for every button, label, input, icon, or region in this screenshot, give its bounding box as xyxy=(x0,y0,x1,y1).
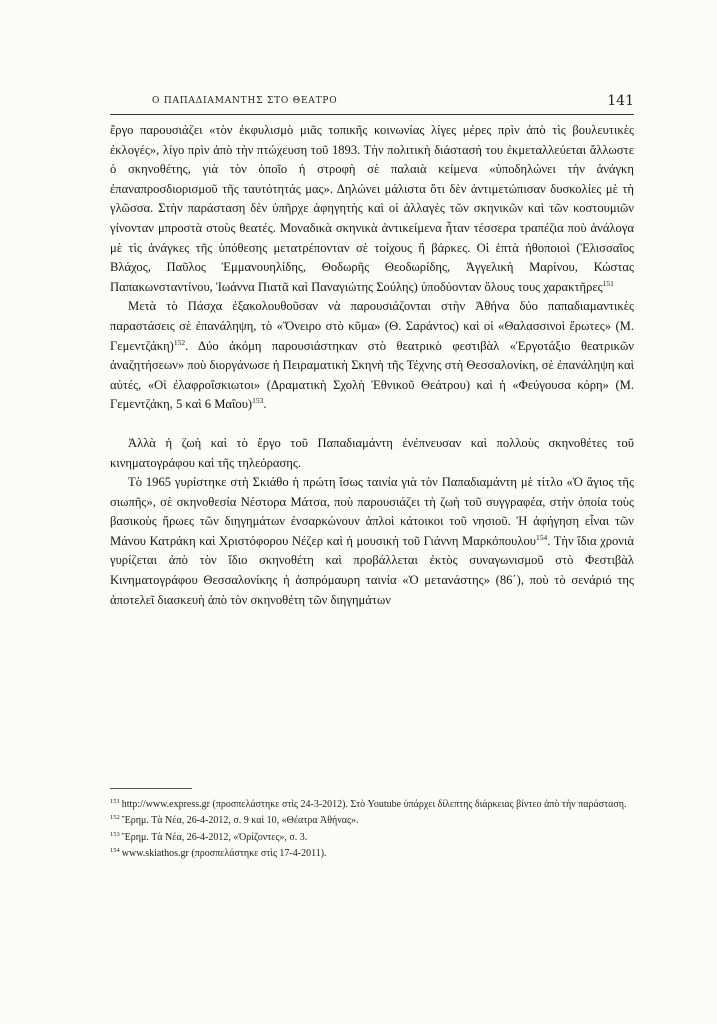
footnote-text: www.skiathos.gr (προσπελάστηκε στὶς 17-4-2011). xyxy=(121,848,327,860)
paragraph-text: Μετὰ τὸ Πάσχα ἐξακολουθοῦσαν νὰ παρουσιάζονται στὴν Ἀθήνα δύο παπαδιαμαντικὲς παραστάσεις σὲ ἐπανάληψη, τὸ «Ὄνειρο στὸ κῦμα» (Θ. Σαράντος) καὶ οἱ «Θαλασσινοὶ ἔρωτες» (Μ. Γεμεντζάκη) xyxy=(110,299,634,353)
running-title: Ο ΠΑΠΑΔΙΑΜΑΝΤΗΣ ΣΤΟ ΘΕΑΤΡΟ xyxy=(152,96,338,106)
footnote-ref: 152 xyxy=(173,337,186,347)
page-number: 141 xyxy=(607,93,634,109)
footnote-ref: 154 xyxy=(536,532,548,542)
footnote xyxy=(110,813,634,828)
footnote-rule xyxy=(110,788,192,789)
running-header xyxy=(110,95,634,113)
footnote-ref: 151 xyxy=(602,278,614,288)
footnote xyxy=(110,797,634,812)
footnote xyxy=(110,846,634,861)
paragraph xyxy=(110,297,634,415)
footnote xyxy=(110,830,634,845)
footnote-text: Ἔρημ. Τὰ Νέα, 26-4-2012, σ. 9 καὶ 10, «Θέατρα Ἀθήνας». xyxy=(121,815,359,827)
body-text xyxy=(110,121,634,610)
paragraph xyxy=(110,473,634,610)
paragraph xyxy=(110,121,634,297)
footnote-number: 152 xyxy=(110,814,120,822)
paragraph-text: . xyxy=(263,397,267,412)
footnote-text: Ἔρημ. Τὰ Νέα, 26-4-2012, «Ὀρίζοντες», σ. 3. xyxy=(121,831,308,843)
footnote-number: 153 xyxy=(110,830,120,838)
footnote-ref: 153 xyxy=(252,396,264,406)
paragraph xyxy=(110,434,634,473)
paragraph-text: . Δύο ἀκόμη παρουσιάστηκαν στὸ θεατρικὸ φεστιβὰλ «Ἐργοτάξιο θεατρικῶν ἀναζητήσεων» ποὺ διοργάνωσε ἡ Πειραματικὴ Σκηνὴ τῆς Τέχνης στὴ Θεσσαλονίκη, σὲ ἐπανάληψη καὶ αὐτές, «Οἱ ἐλαφροΐσκιωτοι» (Δραματικὴ Σχολὴ Ἐθνικοῦ Θεάτρου) καὶ ἡ «Φεύγουσα κόρη» (Μ. Γεμεντζάκη, 5 καὶ 6 Μαΐου) xyxy=(110,338,634,412)
paragraph-text: Ἀλλὰ ἡ ζωὴ καὶ τὸ ἔργο τοῦ Παπαδιαμάντη ἐνέπνευσαν καὶ πολλοὺς σκηνοθέτες τοῦ κινηματογράφου καὶ τῆς τηλεόρασης. xyxy=(110,435,634,470)
footnotes xyxy=(110,797,634,863)
paragraph-text: ἔργο παρουσιάζει «τὸν ἐκφυλισμὸ μιᾶς τοπικῆς κοινωνίας λίγες μέρες πρὶν ἀπὸ τὶς βουλευτικὲς ἐκλογές», λίγο πρὶν ἀπὸ τὴν πτώχευση τοῦ 1893. Τὴν πολιτικὴ διάστασή του ἐκμεταλλεύεται ἄλλωστε ὁ σκηνοθέτης, γιὰ τὸν ὁποῖο ἡ στροφὴ σὲ παλαιὰ κείμενα «ὑποδηλώνει τὴν ἀνάγκη ἐπαναπροσδιορισμοῦ τῆς ταυτότητάς μας». Δηλώνει μάλιστα ὅτι δὲν ἀντιμετώπισαν δυσκολίες μὲ τὴ γλῶσσα. Στὴν παράσταση δὲν ὑπῆρχε ἀφηγητὴς καὶ οἱ ἀλλαγὲς τῶν σκηνικῶν καὶ τῶν κοστουμιῶν γίνονταν μπροστὰ στοὺς θεατές. Μοναδικὰ σκηνικὰ ἀντικείμενα ἦταν τέσσερα τραπέζια ποὺ ἀνάλογα μὲ τὶς ἀνάγκες τῆς ὑπόθεσης μετατρέπονταν σὲ τοίχους ἢ βάρκες. Οἱ ἑπτὰ ἠθοποιοὶ (Ἐλισσαῖος Βλάχος, Παῦλος Ἐμμανουηλίδης, Θοδωρῆς Θεοδωρίδης, Ἀγγελικὴ Μαρίνου, Κώστας Παπακωνσταντίνου, Ἰωάννα Πιατᾶ καὶ Παναγιώτης Σούλης) ὑποδύονταν ὅλους τους χαρακτῆρες xyxy=(110,123,634,294)
footnote-number: 154 xyxy=(110,847,120,855)
paragraph-text: Τὸ 1965 γυρίστηκε στὴ Σκιάθο ἡ πρώτη ἴσως ταινία γιὰ τὸν Παπαδιαμάντη μὲ τίτλο «Ὁ ἅγιος τῆς σιωπῆς», σὲ σκηνοθεσία Νέστορα Μάτσα, ποὺ παρουσιάζει τὴ ζωὴ τοῦ συγγραφέα, στὴν ὁποία τοὺς βασικοὺς ἥρωες τῶν διηγημάτων ἐνσαρκώνουν ἁπλοὶ κάτοικοι τοῦ νησιοῦ. Ἡ ἀφήγηση εἶναι τῶν Μάνου Κατράκη καὶ Χριστόφορου Νέζερ καὶ ἡ μουσικὴ τοῦ Γιάννη Μαρκόπουλου xyxy=(110,475,634,548)
footnote-text: http://www.express.gr (προσπελάστηκε στὶς 24-3-2012). Στὸ Youtube ὑπάρχει δίλεπτης διάρκειας βίντεο ἀπὸ τὴν παράσταση. xyxy=(121,799,627,810)
footnote-number: 151 xyxy=(110,798,120,805)
header-rule xyxy=(110,114,634,115)
paragraph-text: . Τὴν ἴδια χρονιὰ γυρίζεται ἀπὸ τὸν ἴδιο σκηνοθέτη καὶ προβάλλεται ἐκτὸς συναγωνισμοῦ στὸ Φεστιβὰλ Κινηματογράφου Θεσσαλονίκης ἡ ἀσπρόμαυρη ταινία «Ὁ μετανάστης» (86΄), ποὺ τὸ σενάριό της ἀποτελεῖ διασκευὴ ἀπὸ τὸν σκηνοθέτη τῶν διηγημάτων xyxy=(110,533,634,607)
